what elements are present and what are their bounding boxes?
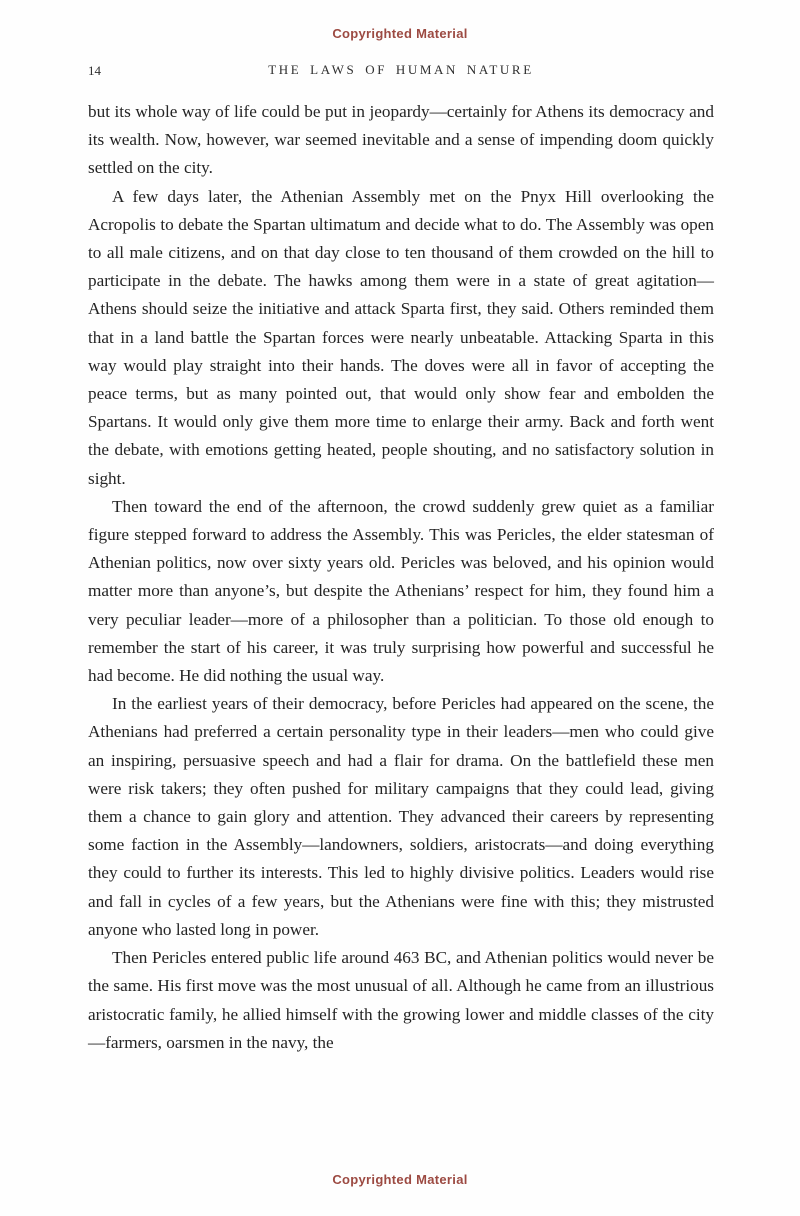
page-number: 14 bbox=[88, 63, 101, 78]
running-head-title: THE LAWS OF HUMAN NATURE bbox=[268, 62, 534, 77]
paragraph-2: A few days later, the Athenian Assembly met on the Pnyx Hill overlooking the Acropolis to debate the Spartan ultimatum and decide what to do. The Assembly was open to all male citizens, and on that day close to ten thousand of them crowded on the hill to participate in the debate. The hawks among them were in a state of great agitation—Athens should seize the initiative and attack Sparta first, they said. Others reminded them that in a land battle the Spartan forces were nearly unbeatable. Attacking Sparta in this way would play straight into their hands. The doves were all in favor of accepting the peace terms, but as many pointed out, that would only show fear and embolden the Spartans. It would only give them more time to enlarge their army. Back and forth went the debate, with emotions getting heated, people shouting, and no satisfactory solution in sight. bbox=[88, 186, 714, 488]
copyright-notice-top: Copyrighted Material bbox=[332, 26, 468, 41]
paragraph-5: Then Pericles entered public life around 463 BC, and Athenian politics would never be the same. His first move was the most unusual of all. Although he came from an illustrious aristocratic family, he allied himself with the growing lower and middle classes of the city—farmers, oarsmen in the navy, the bbox=[88, 948, 714, 1052]
paragraph-4: In the earliest years of their democracy, before Pericles had appeared on the scene, the Athenians had preferred a certain personality type in their leaders—men who could give an inspiring, persuasive speech and had a flair for drama. On the battlefield these men were risk takers; they often pushed for military campaigns that they could lead, giving them a chance to gain glory and attention. They advanced their careers by representing some faction in the Assembly—landowners, soldiers, aristocrats—and doing everything they could to further its interests. This led to highly divisive politics. Leaders would rise and fall in cycles of a few years, but the Athenians were fine with this; they mistrusted anyone who lasted long in power. bbox=[88, 694, 714, 939]
paragraph-1: but its whole way of life could be put in jeopardy—certainly for Athens its democracy and its wealth. Now, however, war seemed inevitable and a sense of impending doom quickly settled on the city. bbox=[88, 102, 714, 178]
page-body-text bbox=[88, 98, 714, 1057]
paragraph-3: Then toward the end of the afternoon, the crowd suddenly grew quiet as a familiar figure stepped forward to address the Assembly. This was Pericles, the elder statesman of Athenian politics, now over sixty years old. Pericles was beloved, and his opinion would matter more than anyone’s, but despite the Athenians’ respect for him, they found him a very peculiar leader—more of a philosopher than a politician. To those old enough to remember the start of his career, it was truly surprising how powerful and successful he had become. He did nothing the usual way. bbox=[88, 496, 714, 686]
copyright-notice-bottom: Copyrighted Material bbox=[332, 1172, 468, 1187]
page-header bbox=[88, 62, 714, 80]
